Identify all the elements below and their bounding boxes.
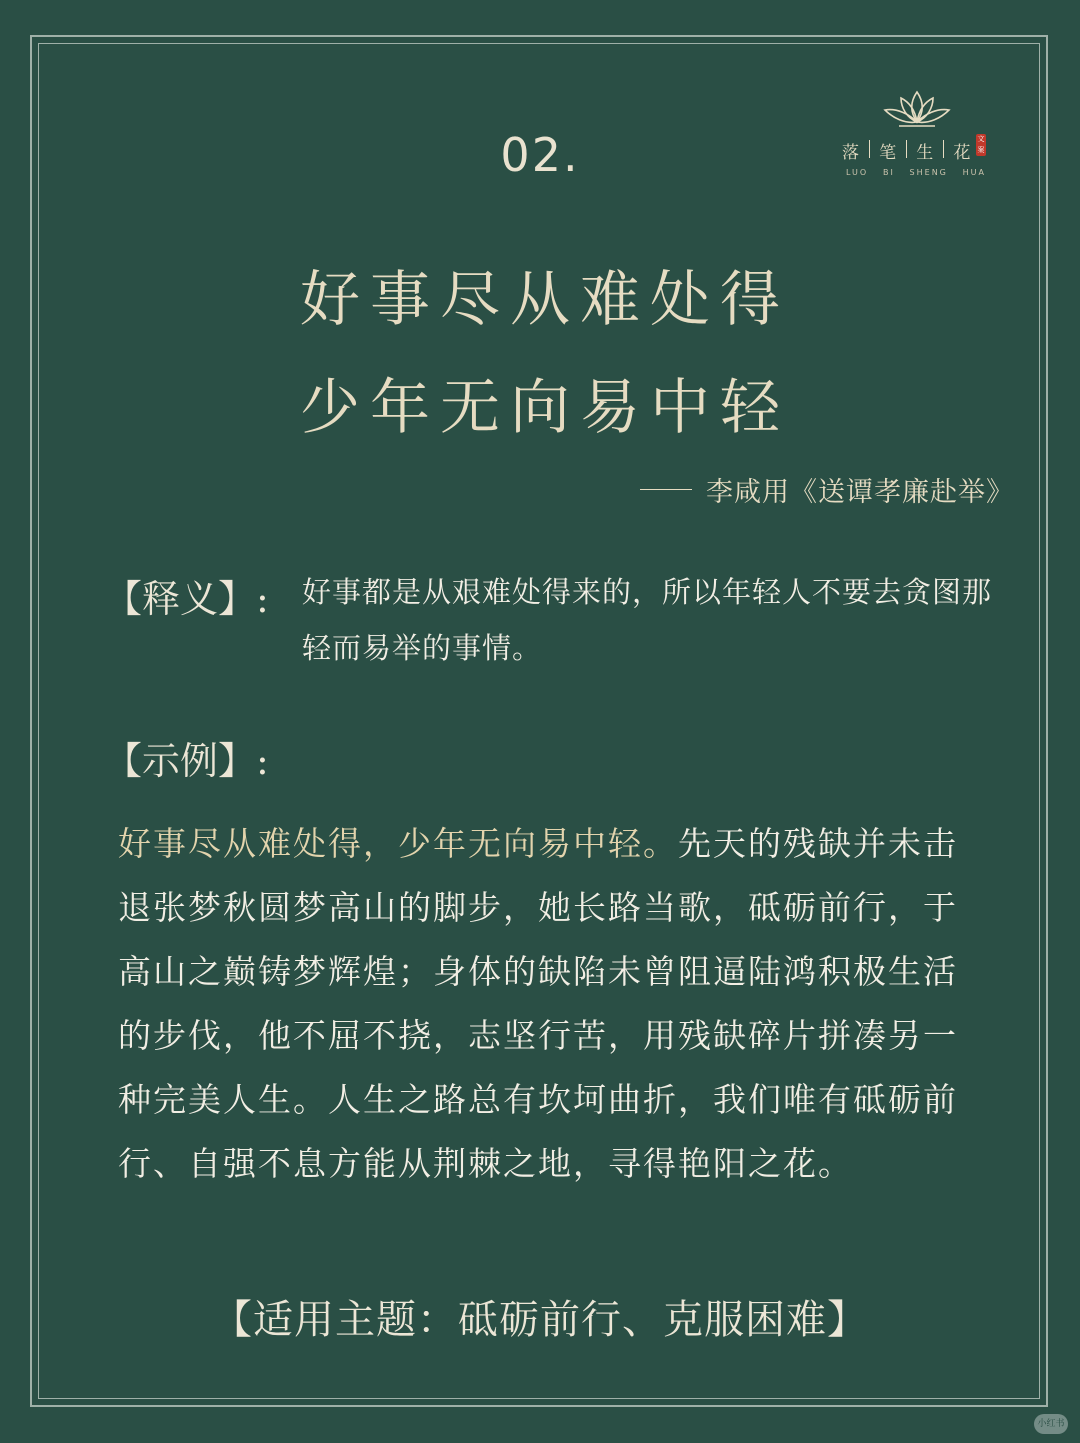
poem-line-2: 少年无向易中轻 (300, 373, 790, 443)
source-dash (640, 489, 692, 490)
lotus-icon (877, 88, 957, 130)
poem-source (640, 470, 1014, 509)
logo-char: 花 (953, 143, 971, 163)
logo-char: 笔 (879, 143, 897, 163)
watermark: 小红书 (1034, 1414, 1068, 1434)
logo-char: 生 (916, 143, 934, 163)
meaning-text: 好事都是从艰难处得来的，所以年轻人不要去贪图那轻而易举的事情。 (302, 575, 993, 665)
source-text: 李咸用《送谭孝廉赴举》 (706, 477, 1014, 508)
logo-char: 落 (842, 143, 859, 163)
example-label: 【示例】: (104, 739, 269, 783)
applicable-theme: 【适用主题：砥砺前行、克服困难】 (212, 1297, 868, 1343)
example-body: 先天的残缺并未击退张梦秋圆梦高山的脚步，她长路当歌，砥砺前行，于高山之巅铸梦辉煌；身体的缺陷未曾阻逼陆鸿积极生活的步伐，他不屈不挠，志坚行苦，用残缺碎片拼凑另一种完美人生。人生之路总有坎坷曲折，我们唯有砥砺前行、自强不息方能从荆棘之地，寻得艳阳之花。 (118, 824, 958, 1183)
example-text (118, 812, 958, 1196)
section-number: 02. (500, 128, 580, 182)
meaning-label: 【释义】: (104, 577, 269, 621)
poem-line-1: 好事尽从难处得 (300, 265, 790, 335)
example-highlight: 好事尽从难处得，少年无向易中轻。 (118, 824, 678, 863)
logo-seal: 文案 (977, 135, 985, 154)
logo-pinyin: LUO BI SHENG HUA (846, 168, 986, 177)
